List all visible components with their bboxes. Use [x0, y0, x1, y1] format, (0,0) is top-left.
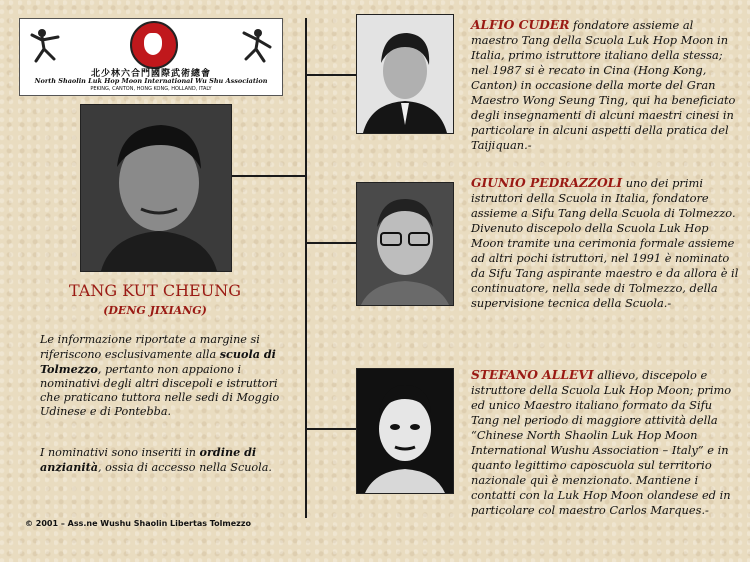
master-alias: (DENG JIXIANG) — [103, 304, 207, 317]
master-name: TANG KUT CHEUNG — [69, 281, 241, 300]
note-text: , ossia di accesso nella Scuola. — [98, 461, 272, 474]
emblem-icon — [130, 21, 178, 69]
bio-alfio-cuder — [471, 17, 741, 153]
person-name: ALFIO CUDER — [471, 17, 570, 32]
photo-alfio-cuder — [356, 14, 454, 134]
bio-stefano-allevi — [471, 367, 741, 518]
lineage-branch-3 — [305, 428, 356, 430]
logo-chinese-text: 北少林六合門國際武術總會 — [90, 69, 211, 79]
note-text: , pertanto non appaiono i nominativi degli altri discepoli e istruttori che praticano tuttora nelle sedi di Moggio Udinese e di Pontebba. — [40, 363, 280, 418]
note-bold-order: ordine di anzianità — [40, 445, 257, 474]
photo-stefano-allevi — [356, 368, 454, 494]
logo-english-text: North Shaolin Luk Hop Moon International Wu Shu Association — [34, 77, 268, 85]
note-text: I nominativi sono inseriti in — [40, 446, 200, 459]
kung-fu-figure-left-icon — [28, 25, 68, 65]
note-paragraph-2 — [40, 445, 285, 475]
person-name: STEFANO ALLEVI — [471, 367, 594, 382]
person-bio-text: fondatore assieme al maestro Tang della Scuola Luk Hop Moon in Italia, primo istruttore italiano della stessa; nel 1987 si è recato in Cina (Hong Kong, Canton) in occasione della morte del Gran Maestro Wong Seung Ting, qui ha beneficiato degli insegnamenti di alcuni maestri cinesi in particolare in alcuni aspetti della pratica del Taijiquan.- — [471, 18, 736, 152]
kung-fu-figure-right-icon — [234, 25, 274, 65]
lineage-branch-master — [232, 175, 307, 177]
lineage-branch-1 — [305, 74, 356, 76]
person-name: GIUNIO PEDRAZZOLI — [471, 175, 623, 190]
copyright-footer: © 2001 – Ass.ne Wushu Shaolin Libertas Tolmezzo — [25, 519, 251, 528]
lineage-branch-2 — [305, 242, 356, 244]
master-photo — [80, 104, 232, 272]
logo-cities-text: PEKING, CANTON, HONG KONG, HOLLAND, ITALY — [90, 86, 212, 92]
bio-giunio-pedrazzoli — [471, 175, 741, 311]
person-bio-text: allievo, discepolo e istruttore della Scuola Luk Hop Moon; primo ed unico Maestro italiano formato da Sifu Tang nel periodo di maggiore attività della “Chinese North Shaolin Luk Hop Moon International Wushu Association – Italy” e in quanto legittimo caposcuola sul territorio nazionale quì è menzionato. Mantiene i contatti con la Luk Hop Moon olandese ed in particolare col maestro Carlos Marques.- — [471, 368, 732, 517]
lineage-vertical-line — [305, 18, 307, 518]
photo-giunio-pedrazzoli — [356, 182, 454, 306]
person-bio-text: uno dei primi istruttori della Scuola in Italia, fondatore assieme a Sifu Tang della Scuola di Tolmezzo. Divenuto discepolo della Scuola Luk Hop Moon tramite una cerimonia formale assieme ad altri pochi istruttori, nel 1991 è nominato da Sifu Tang aspirante maestro e da allora è il continuatore, nella sede di Tolmezzo, della supervisione tecnica della Scuola.- — [471, 176, 739, 310]
association-logo — [19, 18, 283, 96]
note-bold-school: scuola di Tolmezzo — [40, 347, 276, 376]
note-text: Le informazione riportate a margine si riferiscono esclusivamente alla — [40, 333, 260, 361]
note-paragraph-1 — [40, 333, 285, 419]
